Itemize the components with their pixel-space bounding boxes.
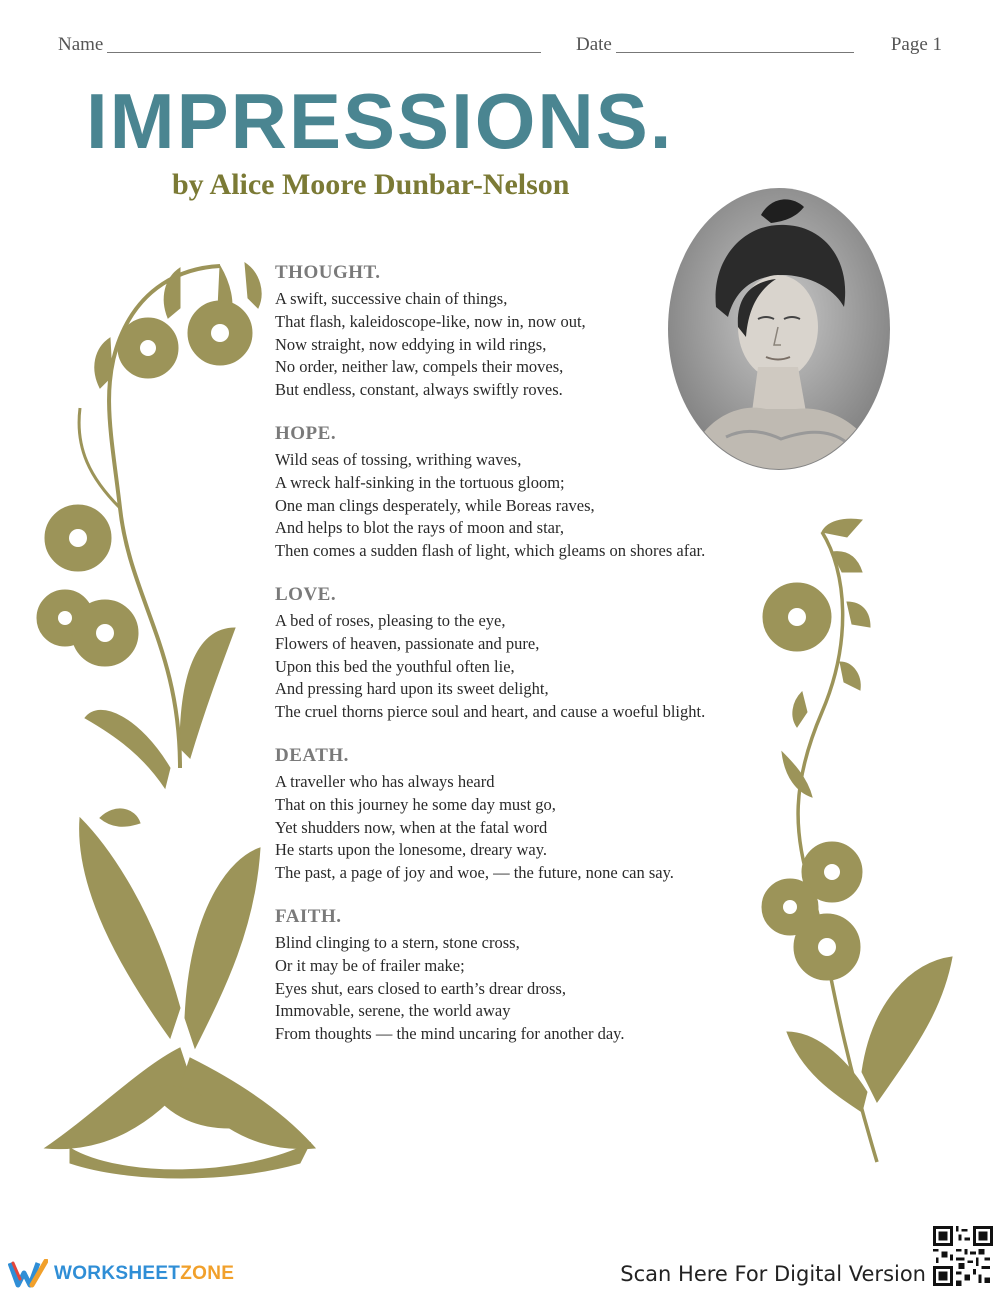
poem-line: A swift, successive chain of things, (275, 289, 508, 308)
poem-thought (275, 262, 815, 402)
logo-text-worksheet: WORKSHEET (54, 1263, 181, 1284)
date-line (616, 34, 854, 53)
poem-line: And helps to blot the rays of moon and star, (275, 518, 564, 538)
page-title: IMPRESSIONS. (86, 77, 674, 165)
poem-line: Then comes a sudden flash of light, which gleams on shores afar. (275, 541, 706, 561)
poem-line: The past, a page of joy and woe, — the future, none can say. (275, 863, 674, 883)
poem-line: That on this journey he some day must go, (275, 794, 556, 814)
name-line (107, 34, 541, 53)
poem-faith (275, 906, 815, 1046)
poem-line: No order, neither law, compels their moves, (275, 357, 564, 377)
name-field[interactable] (58, 34, 541, 56)
poem-heading: HOPE. (275, 422, 337, 444)
poem-line: Upon this bed the youthful often lie, (275, 656, 515, 676)
page-number: Page 1 (890, 34, 942, 55)
poem-line: Immovable, serene, the world away (275, 1001, 511, 1021)
poem-line: From thoughts — the mind uncaring for another day. (275, 1024, 625, 1044)
qr-code-icon[interactable] (933, 1226, 993, 1286)
poem-line: Yet shudders now, when at the fatal word (275, 817, 548, 837)
poem-love (275, 584, 815, 724)
poem-line: But endless, constant, always swiftly roves. (275, 380, 563, 400)
poem-line: Wild seas of tossing, writhing waves, (275, 449, 522, 469)
worksheet-header (58, 34, 942, 60)
poem-line: A bed of roses, pleasing to the eye, (275, 610, 506, 630)
poem-line: He starts upon the lonesome, dreary way. (275, 840, 548, 860)
date-label: Date (576, 34, 612, 55)
poem-heading: LOVE. (275, 583, 337, 605)
poem-hope (275, 423, 815, 563)
poem-line: Or it may be of frailer make; (275, 955, 465, 975)
poem-line: A wreck half-sinking in the tortuous gloom; (275, 472, 565, 492)
logo-text-zone: ZONE (180, 1263, 235, 1284)
logo-text (54, 1263, 234, 1285)
poem-collection (275, 262, 815, 1067)
author-subtitle: by Alice Moore Dunbar-Nelson (172, 168, 570, 201)
poem-line: One man clings desperately, while Boreas raves, (275, 495, 595, 515)
poem-line: Flowers of heaven, passionate and pure, (275, 633, 540, 653)
scan-instruction: Scan Here For Digital Version (620, 1262, 926, 1286)
name-label: Name (58, 34, 104, 55)
poem-line: And pressing hard upon its sweet delight, (275, 679, 549, 699)
poem-line: That flash, kaleidoscope-like, now in, now out, (275, 311, 586, 331)
poem-death (275, 745, 815, 885)
worksheetzone-logo[interactable] (8, 1256, 234, 1292)
poem-heading: THOUGHT. (275, 262, 381, 283)
poem-line: The cruel thorns pierce soul and heart, and cause a woeful blight. (275, 702, 706, 722)
poem-heading: DEATH. (275, 744, 349, 766)
poem-line: Now straight, now eddying in wild rings, (275, 334, 547, 354)
poem-heading: FAITH. (275, 905, 342, 927)
poem-line: Blind clinging to a stern, stone cross, (275, 932, 520, 952)
poem-line: Eyes shut, ears closed to earth’s drear dross, (275, 978, 566, 998)
poem-line: A traveller who has always heard (275, 771, 495, 791)
worksheetzone-logo-icon (8, 1259, 48, 1289)
date-field[interactable] (576, 34, 854, 56)
